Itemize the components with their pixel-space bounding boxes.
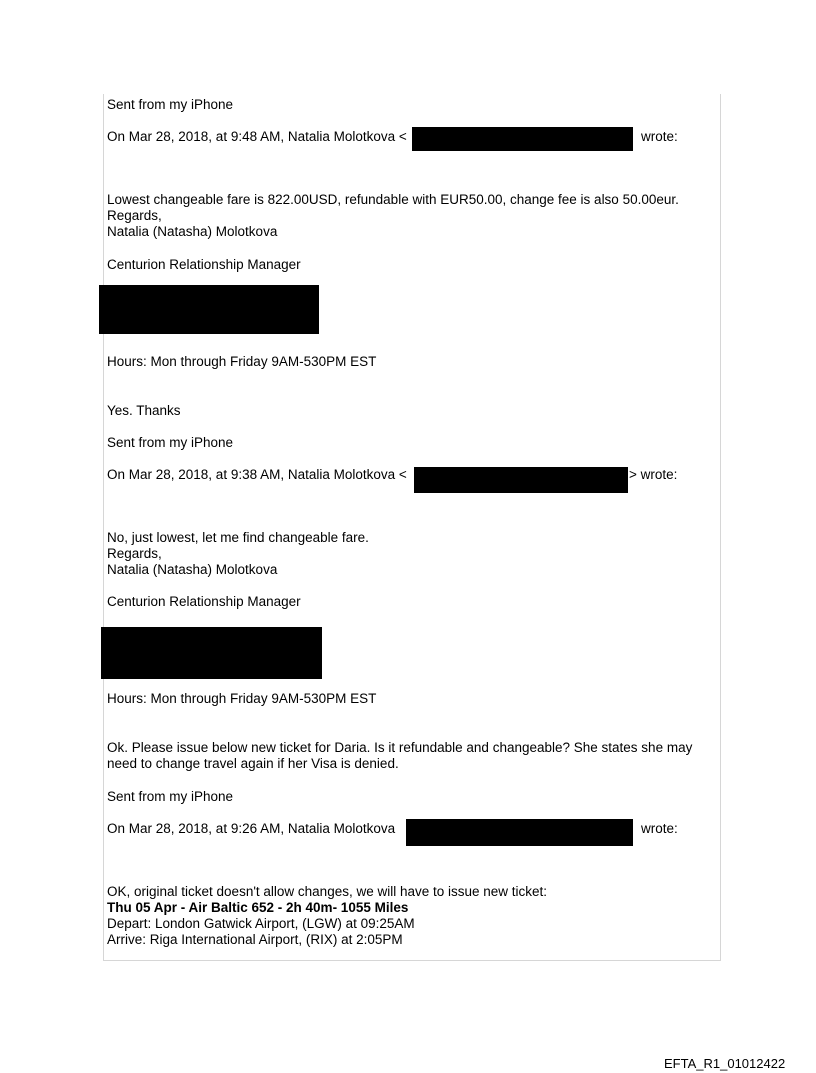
reply-text: Yes. Thanks — [107, 403, 181, 418]
signature-hours: Hours: Mon through Friday 9AM-530PM EST — [107, 691, 377, 706]
redaction-email-1 — [412, 127, 633, 151]
email-header-938: On Mar 28, 2018, at 9:38 AM, Natalia Molotkova < — [107, 467, 407, 482]
regards-text: Regards, — [107, 208, 162, 223]
email-header-948: On Mar 28, 2018, at 9:48 AM, Natalia Molotkova < — [107, 129, 407, 144]
sent-from-iphone-2: Sent from my iPhone — [107, 435, 234, 450]
message-text: Lowest changeable fare is 822.00USD, refundable with EUR50.00, change fee is also 50.00eur. — [107, 192, 679, 207]
email-header-948-wrote: wrote: — [641, 129, 678, 144]
flight-summary: Thu 05 Apr - Air Baltic 652 - 2h 40m- 1055 Miles — [107, 900, 409, 915]
email-header-938-wrote: > wrote: — [629, 467, 678, 482]
signature-name: Natalia (Natasha) Molotkova — [107, 562, 278, 577]
email-header-926-wrote: wrote: — [641, 821, 678, 836]
flight-depart: Depart: London Gatwick Airport, (LGW) at 09:25AM — [107, 916, 415, 931]
signature-hours: Hours: Mon through Friday 9AM-530PM EST — [107, 354, 377, 369]
redaction-email-3 — [406, 819, 633, 846]
flight-arrive: Arrive: Riga International Airport, (RIX) at 2:05PM — [107, 932, 403, 947]
sent-from-iphone-1: Sent from my iPhone — [107, 97, 234, 112]
redaction-signature-1 — [99, 285, 319, 334]
redaction-signature-2 — [101, 627, 322, 679]
signature-title: Centurion Relationship Manager — [107, 257, 301, 272]
message-text: No, just lowest, let me find changeable fare. — [107, 530, 369, 545]
signature-title: Centurion Relationship Manager — [107, 594, 301, 609]
message-text: OK, original ticket doesn't allow changes, we will have to issue new ticket: — [107, 884, 548, 899]
email-header-926: On Mar 28, 2018, at 9:26 AM, Natalia Molotkova — [107, 821, 396, 836]
reply-text-line-2: need to change travel again if her Visa is denied. — [107, 756, 399, 771]
signature-name: Natalia (Natasha) Molotkova — [107, 224, 278, 239]
reply-text-line-1: Ok. Please issue below new ticket for Daria. Is it refundable and changeable? She states she may — [107, 740, 693, 755]
regards-text: Regards, — [107, 546, 162, 561]
redaction-email-2 — [414, 467, 628, 493]
document-id: EFTA_R1_01012422 — [664, 1056, 786, 1071]
sent-from-iphone-3: Sent from my iPhone — [107, 789, 234, 804]
